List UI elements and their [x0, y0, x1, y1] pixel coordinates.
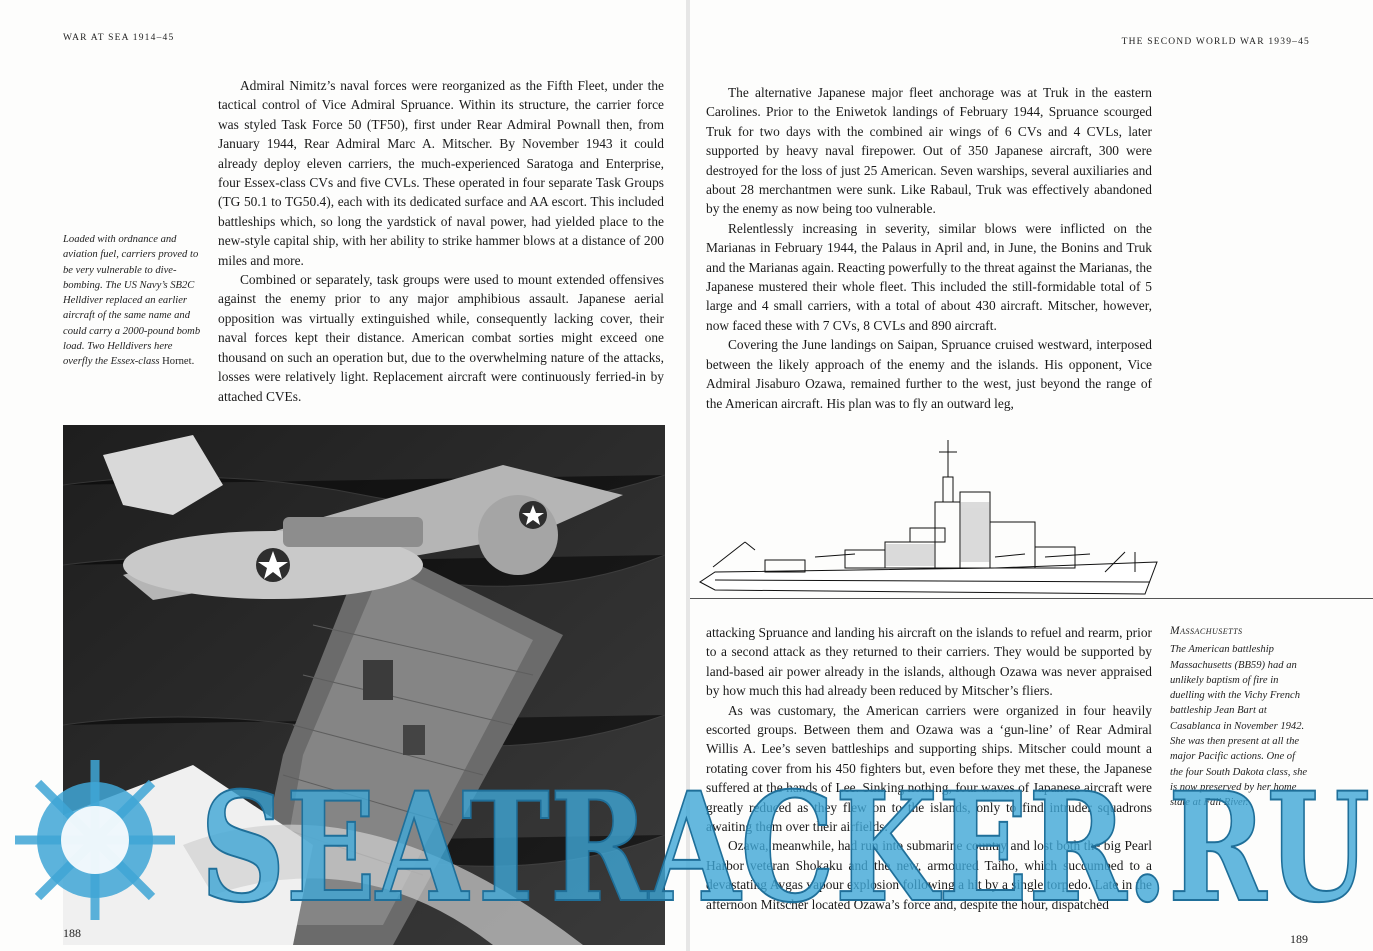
left-paragraph-2: Combined or separately, task groups were used to mount extended offensives against the enemy prior to any major amphibious assault. Japanese aerial opposition was virtually extinguished while, consequently lacking cover, their naval forces kept their distance. American combat sorties might exceed one thousand on such an operation but, due to the overwhelming nature of the attacks, losses were relatively light. Replacement aircraft were continuously ferried-in by attached CVEs. [218, 272, 664, 404]
right-top-body-text [706, 83, 1152, 413]
left-caption-ship-name: Hornet. [162, 356, 195, 368]
right-paragraph-4: attacking Spruance and landing his aircraft on the islands to refuel and rearm, prior to a second attack as they returned to their carriers. They would be supported by land-based air power already in the islands, although Ozawa was never appraised by how much this had already been reduced by Mitscher’s fliers. [706, 625, 1152, 699]
right-caption-title: Massachusetts [1170, 625, 1243, 637]
left-caption-text: Loaded with ordnance and aviation fuel, carriers proved to be very vulnerable to dive-bombing. The US Navy’s SB2C Helldiver replaced an earlier aircraft of the same name and could carry a 2000-pound bomb load. Two Helldivers here overfly the Essex-class [63, 234, 201, 368]
illustration-rule [690, 598, 1373, 599]
left-caption [63, 232, 203, 370]
right-paragraph-3: Covering the June landings on Saipan, Spruance cruised westward, interposed between the likely approach of the enemy and the islands. His opponent, Vice Admiral Jisaburo Ozawa, remained further to the west, just beyond the range of the American aircraft. His plan was to fly an outward leg, [706, 337, 1152, 411]
left-running-head: WAR AT SEA 1914–45 [63, 33, 175, 43]
left-paragraph-1: Admiral Nimitz’s naval forces were reorganized as the Fifth Fleet, under the tactical control of Vice Admiral Spruance. Within its structure, the carrier force was styled Task Force 50 (TF50), first under Rear Admiral Pownall then, from January 1944, Rear Admiral Marc A. Mitscher. By November 1943 it could already deploy eleven carriers, the much-experienced Saratoga and Enterprise, four Essex-class CVs and five CVLs. These operated in four separate Task Groups (TG 50.1 to TG50.4), each with its dedicated surface and AA escort. This included battleships which, so long the yardstick of naval power, had yielded place to the new-style capital ship, with her ability to strike hammer blows at a distance of 200 miles and more. [218, 78, 664, 268]
watermark-text: SEATRACKER.RU [200, 760, 1370, 936]
left-folio: 188 [63, 926, 81, 940]
right-paragraph-5: As was customary, the American carriers were organized in four heavily escorted groups. Between them and Ozawa was a ‘gun-line’ of Rear Admiral Willis A. Lee’s seven battleships and supporting ships. Mitscher could mount a rotating cover from his 450 fighters but, even before they met these, the Japanese suffered at the hands of Lee. Sinking nothing, four waves of Japanese aircraft were greatly reduced as they flew on to the islands, only to find intruder squadrons awaiting them over their airfields. [706, 702, 1152, 835]
right-caption [1170, 624, 1310, 811]
right-caption-text: The American battleship Massachusetts (BB59) had an unlikely baptism of fire in duelling with the Vichy French battleship Jean Bart at Casablanca in November 1942. She was then present at all the major Pacific actions. One of the four South Dakota class, she is now preserved by her home state at Fall River. [1170, 644, 1308, 809]
right-paragraph-2: Relentlessly increasing in severity, similar blows were inflicted on the Marianas in February 1944, the Palaus in April and, in June, the Bonins and Truk and the Marianas again. Reacting powerfully to the threat against the Marianas, the Japanese mustered their whole fleet. This included the still-formidable total of 5 large and 4 small carriers, with a total of about 430 aircraft. Mitscher, however, now faced these with 7 CVs, 8 CVLs and 890 aircraft. [706, 220, 1152, 333]
right-paragraph-6: Ozawa, meanwhile, had run into submarine country and lost both the big Pearl Harbor veteran Shokaku and the new, armoured Taiho, which succumbed to a devastating Avgas vapour explosion following a hit by a single torpedo. Late in the afternoon Mitscher located Ozawa’s force and, despite the hour, dispatched [706, 838, 1152, 912]
battleship-profile-illustration [695, 432, 1165, 602]
helldiver-photo [63, 425, 665, 945]
right-bottom-body-text [706, 623, 1152, 914]
left-body-text [218, 76, 664, 406]
helldiver-photo-image [63, 425, 665, 945]
right-paragraph-1: The alternative Japanese major fleet anchorage was at Truk in the eastern Carolines. Prior to the Eniwetok landings of February 1944, Spruance scourged Truk for two days with the combined air wings of 6 CVs and 4 CVLs, later supported by heavy naval firepower. Out of 350 Japanese aircraft, 300 were destroyed for the loss of just 25 American. Seven warships, several auxiliaries and about 28 merchantmen were sunk. Like Rabaul, Truk was effectively abandoned by the enemy as now being too vulnerable. [706, 85, 1152, 217]
right-running-head: THE SECOND WORLD WAR 1939–45 [1121, 37, 1310, 47]
left-page [0, 0, 686, 951]
right-folio: 189 [1290, 932, 1308, 946]
